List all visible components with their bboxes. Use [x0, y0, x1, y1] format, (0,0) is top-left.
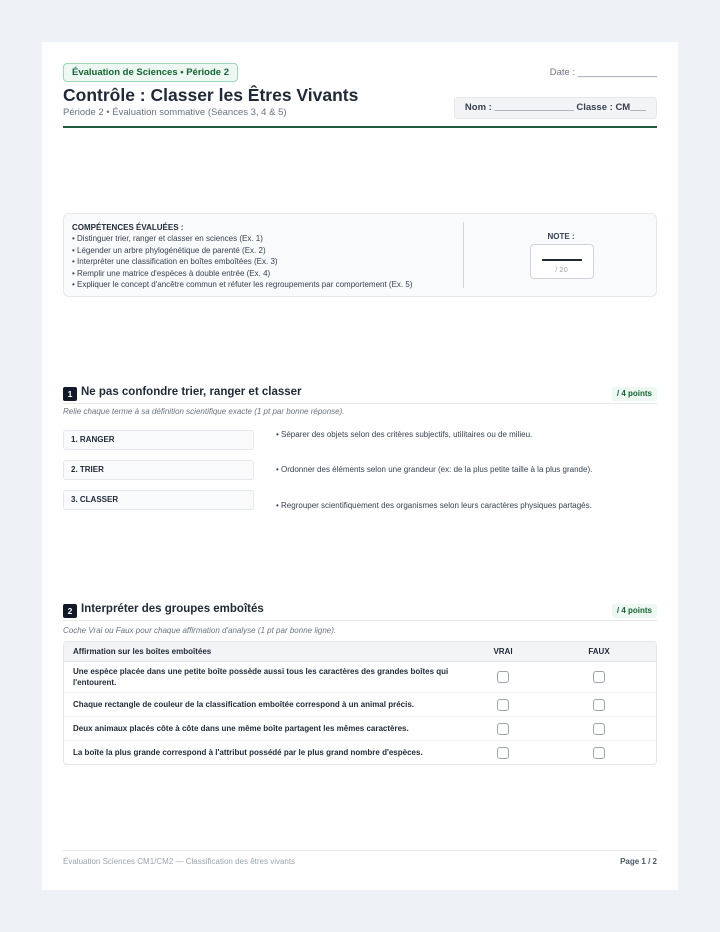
skill-item: • Remplir une matrice d'espèces à double entrée (Ex. 4): [72, 268, 271, 278]
section-title: Interpréter des groupes emboîtés: [81, 603, 264, 615]
definition-item: • Séparer des objets selon des critères subjectifs, utilitaires ou de milieu.: [276, 430, 533, 439]
true-false-table: [63, 641, 657, 765]
grade-box: [530, 244, 594, 279]
true-checkbox[interactable]: [497, 747, 509, 759]
true-checkbox[interactable]: [497, 671, 509, 683]
section-number: 1: [63, 387, 77, 401]
section-2-instruction: Coche Vrai ou Faux pour chaque affirmation d'analyse (1 pt par bonne ligne).: [63, 626, 337, 635]
skill-item: • Légender un arbre phylogénétique de parenté (Ex. 2): [72, 245, 266, 255]
table-row: [64, 693, 656, 717]
table-header-row: [64, 642, 656, 662]
section-points: / 4 points: [612, 604, 657, 618]
statement-text: La boîte la plus grande correspond à l'attribut possédé par le plus grand nombre d'espèces.: [73, 748, 423, 757]
definition-item: • Ordonner des éléments selon une grandeur (ex: de la plus petite taille à la plus grande).: [276, 465, 593, 474]
date-field: Date : _______________: [549, 67, 657, 78]
false-checkbox[interactable]: [593, 723, 605, 735]
column-header-false: FAUX: [588, 647, 610, 656]
statement-text: Chaque rectangle de couleur de la classification emboîtée correspond à un animal précis.: [73, 700, 414, 709]
section-number: 2: [63, 604, 77, 618]
page-subtitle: Période 2 • Évaluation sommative (Séances 3, 4 & 5): [63, 107, 287, 118]
page-title: Contrôle : Classer les Êtres Vivants: [63, 85, 359, 105]
term-classer: 3. CLASSER: [63, 490, 254, 510]
term-trier: 2. TRIER: [63, 460, 254, 480]
footer-text: Évaluation Sciences CM1/CM2 — Classification des êtres vivants: [63, 857, 296, 866]
name-class-field: Nom : _______________ Classe : CM___: [454, 97, 657, 119]
section-2-header: [63, 603, 657, 621]
true-checkbox[interactable]: [497, 699, 509, 711]
table-row: [64, 741, 656, 765]
term-ranger: 1. RANGER: [63, 430, 254, 450]
skill-item: • Interpréter une classification en boîtes emboîtées (Ex. 3): [72, 257, 278, 267]
false-checkbox[interactable]: [593, 671, 605, 683]
grade-scale: / 20: [555, 265, 568, 274]
false-checkbox[interactable]: [593, 699, 605, 711]
footer-divider: [63, 850, 657, 851]
header-divider: [63, 126, 657, 128]
skill-item: • Expliquer le concept d'ancêtre commun et réfuter les regroupements par comportement (Ex. 5): [72, 280, 413, 290]
table-row: [64, 662, 656, 693]
false-checkbox[interactable]: [593, 747, 605, 759]
definition-item: • Regrouper scientifiquement des organismes selon leurs caractères physiques partagés.: [276, 501, 592, 510]
section-1-header: [63, 386, 657, 404]
true-checkbox[interactable]: [497, 723, 509, 735]
table-row: [64, 717, 656, 741]
section-points: / 4 points: [612, 387, 657, 401]
column-header-true: VRAI: [493, 647, 513, 656]
section-1-instruction: Relie chaque terme à sa définition scientifique exacte (1 pt par bonne réponse).: [63, 407, 345, 416]
page-number: Page 1 / 2: [620, 857, 657, 866]
statement-text: Deux animaux placés côte à côte dans une même boîte partagent les mêmes caractères.: [73, 724, 409, 733]
statement-text: Une espèce placée dans une petite boîte possède aussi tous les caractères des grandes boîtes qui l'entourent.: [73, 667, 449, 687]
worksheet-page: [42, 42, 678, 890]
skill-item: • Distinguer trier, ranger et classer en sciences (Ex. 1): [72, 234, 263, 243]
section-title: Ne pas confondre trier, ranger et classer: [81, 386, 302, 398]
column-header-statement: Affirmation sur les boîtes emboîtées: [73, 647, 212, 656]
note-label: NOTE :: [547, 232, 575, 241]
grade-line: [542, 259, 582, 261]
skills-title: COMPÉTENCES ÉVALUÉES :: [72, 223, 184, 232]
skills-box: [63, 213, 657, 297]
skills-list: [72, 222, 452, 291]
subject-badge: Évaluation de Sciences • Période 2: [63, 63, 238, 82]
